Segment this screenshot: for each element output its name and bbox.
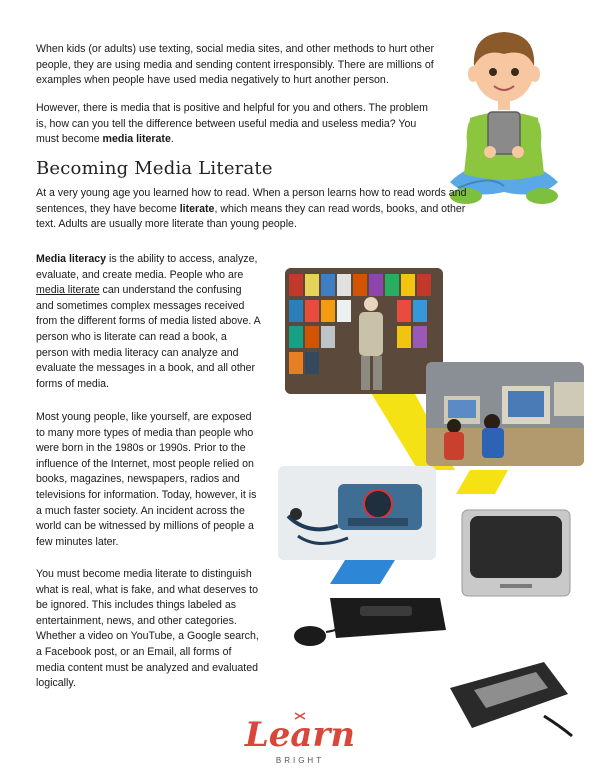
intro-paragraph-2	[36, 101, 436, 148]
section-p1-text-b: , which means they can read words, books, and other text. Adults are usually more literate than young people.	[36, 202, 466, 231]
crt-television-photo	[460, 508, 572, 600]
section-p1-bold: literate	[179, 202, 215, 215]
body-paragraph-2: Most young people, like yourself, are exposed to many more types of media than people who were born in the 1980s or 1990s. Prior to the influence of the Internet, most people relied on books, magazines, newspapers, radios and televisions for information. Today, however, it is a much faster society. An incident across the world can be witnessed by millions of people a few minutes later.	[36, 411, 257, 548]
section-heading: Becoming Media Literate	[36, 158, 273, 179]
kid-with-tablet-illustration	[440, 14, 568, 210]
section-p1-text-a: At a very young age you learned how to read. When a person learns how to read words and sentences, they have become	[36, 187, 467, 215]
body-paragraph-1	[36, 252, 262, 392]
body-paragraph-3: You must become media literate to distinguish what is real, what is fake, and what deserves to be ignored. This includes things labeled as entertainment, news, and other categories. Whether a video on YouTube, a Google search, a Facebook post, or an Email, all forms of media content must be analyzed and evaluated logically.	[36, 568, 259, 690]
body-p1-text-b: can understand the confusing and sometimes complex messages received from the different forms of media listed above. A person who is literate can read a book, a person with media literacy can analyze and evaluate the messages in a book, and all other forms of media.	[36, 284, 261, 390]
intro-p2-bold: media literate	[102, 133, 171, 146]
magazine-stand-photo	[285, 268, 443, 394]
game-console-photo	[290, 584, 450, 662]
cd-player-photo	[278, 466, 436, 560]
logo-word: Learn	[244, 715, 356, 755]
intro-p2-text-b: .	[170, 133, 174, 146]
intro-paragraph-1: When kids (or adults) use texting, social media sites, and other methods to hurt other people, they are using media and sending content irresponsibly. There are millions of examples when people have used media negatively to hurt another person.	[36, 43, 435, 87]
cassette-recorder-photo	[444, 656, 576, 742]
body-p1-text-a: is the ability to access, analyze, evaluate, and create media. People who are	[36, 253, 258, 281]
logo-subword: BRIGHT	[275, 756, 325, 765]
computer-lab-photo	[426, 362, 584, 466]
body-p1-underline: media literate	[36, 284, 100, 297]
intro-p2-text-a: However, there is media that is positive and helpful for you and others. The problem is, how can you tell the difference between useful media and useless media? You must become	[36, 102, 428, 146]
body-p1-bold: Media literacy	[36, 253, 107, 265]
learn-bright-logo	[232, 712, 368, 772]
section-paragraph	[36, 186, 476, 233]
